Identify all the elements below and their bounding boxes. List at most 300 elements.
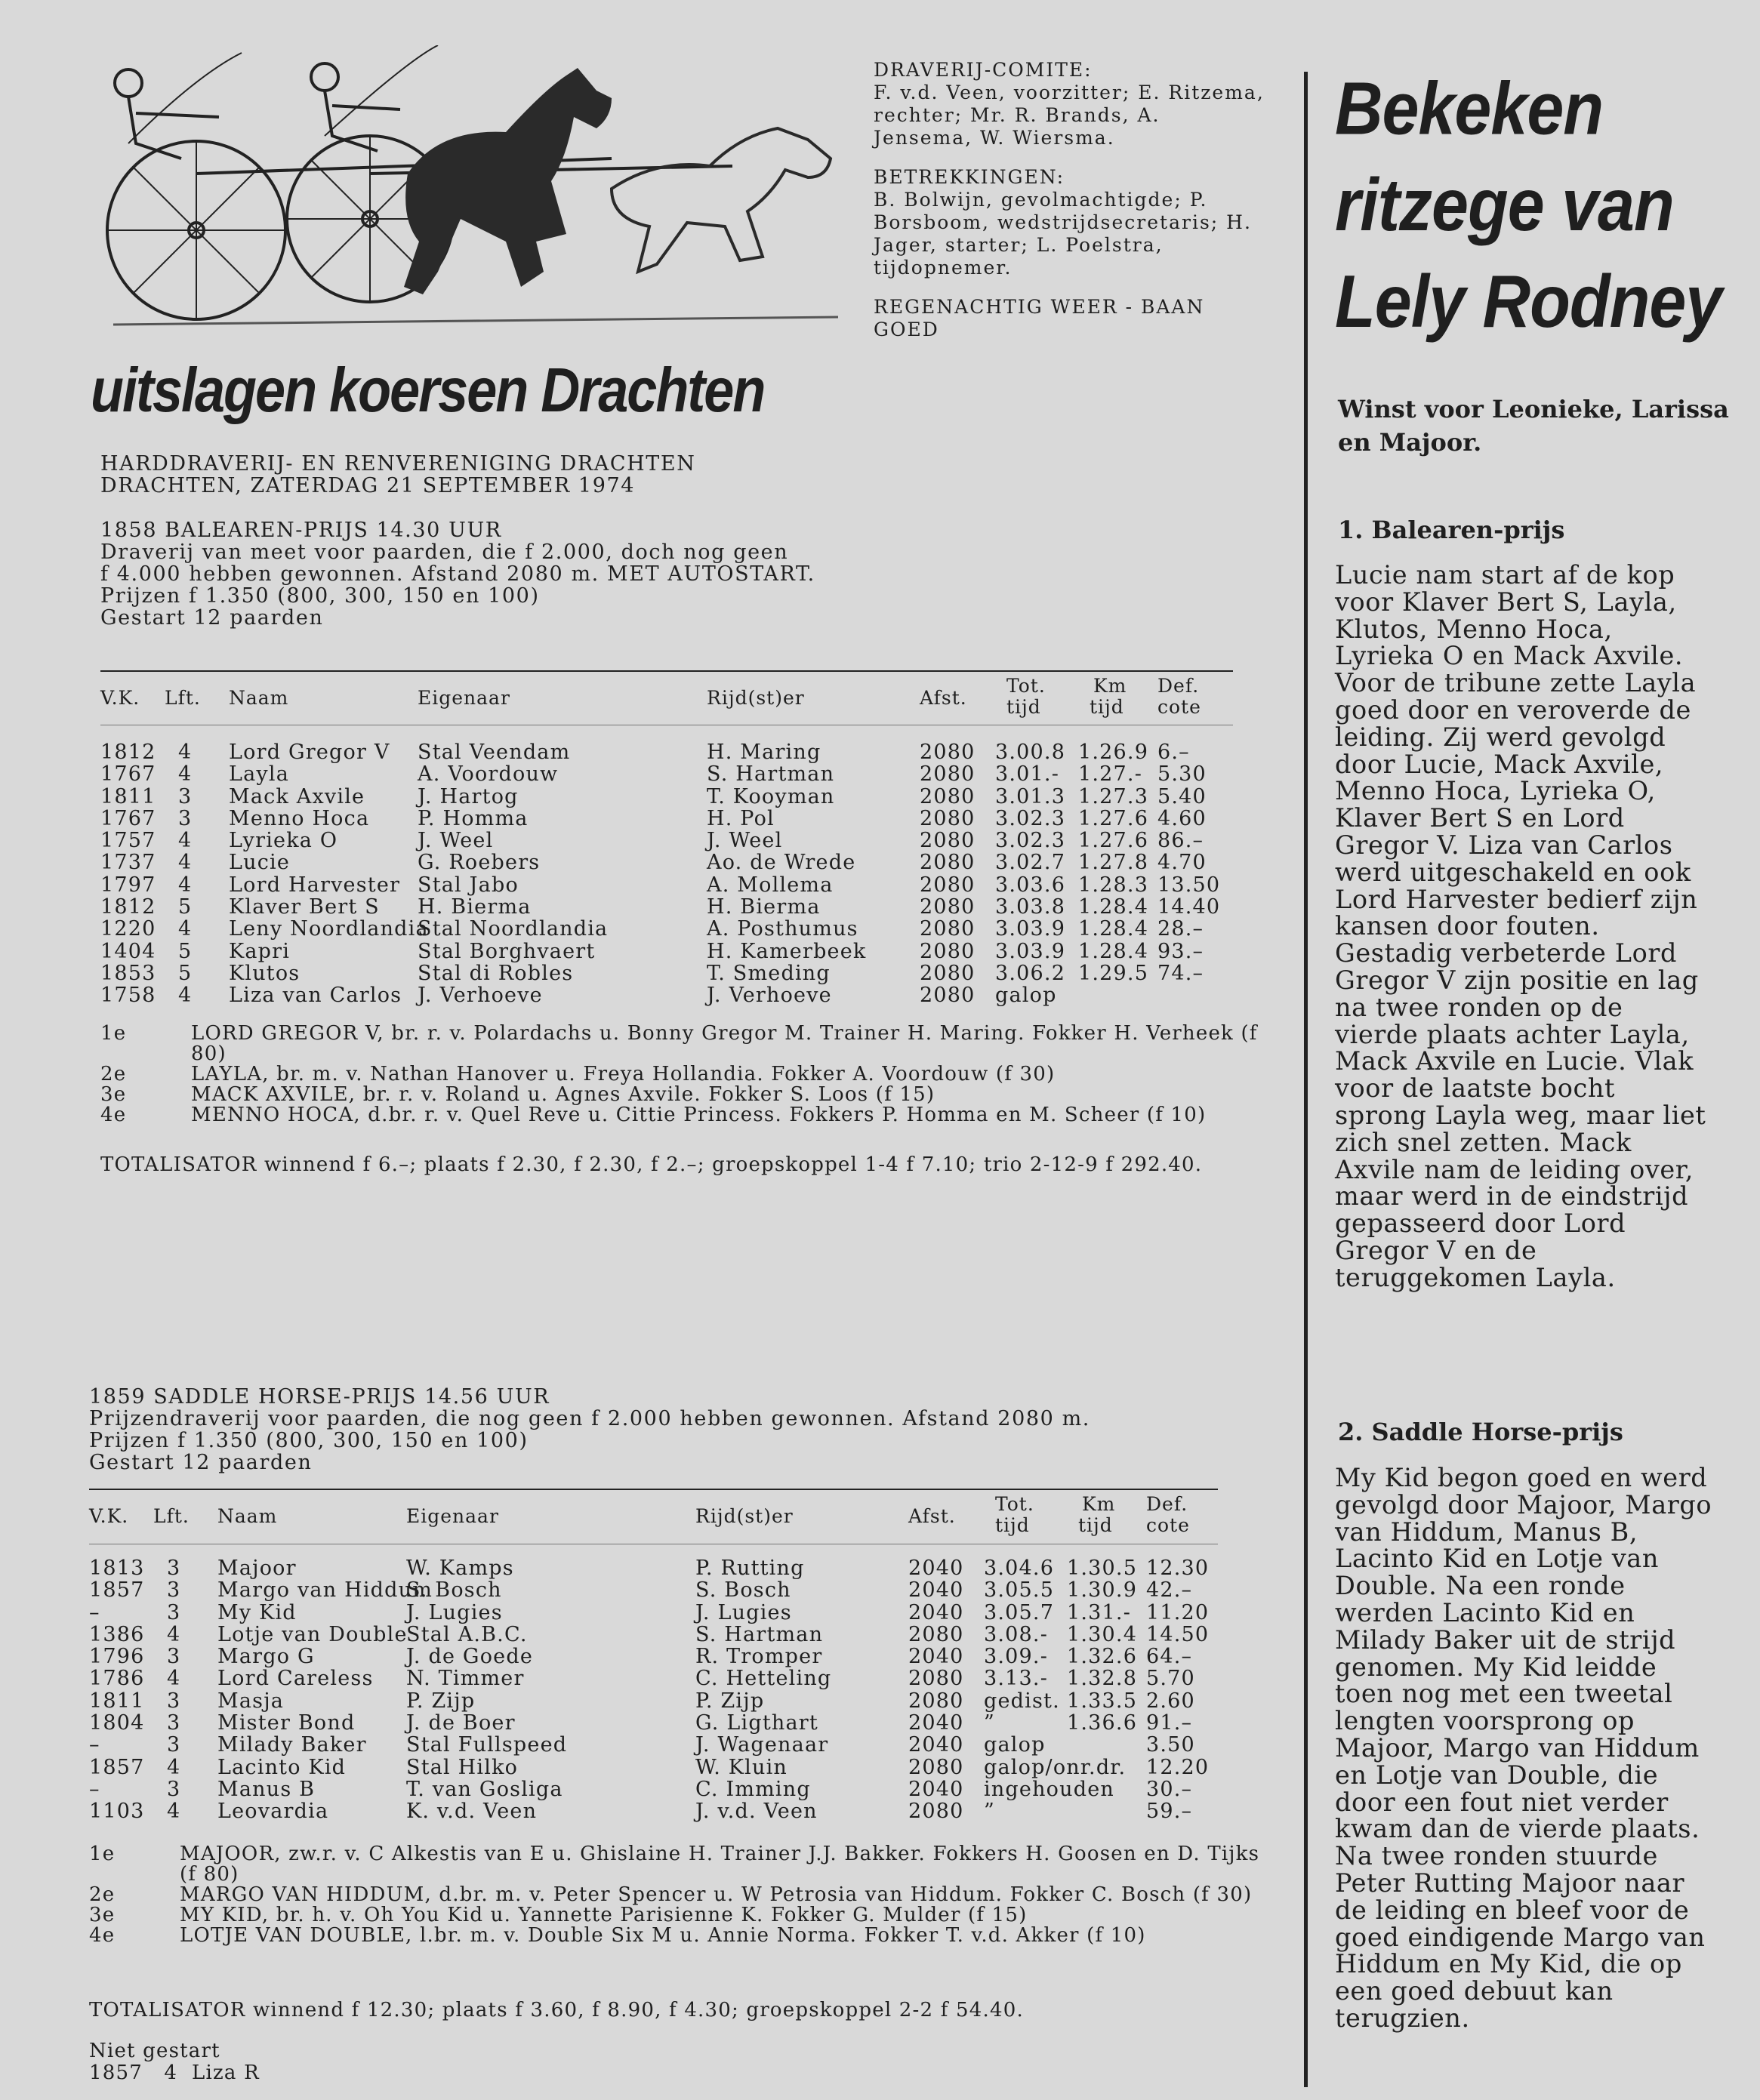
table-row bbox=[100, 851, 1233, 873]
placing-rank: 1e bbox=[89, 1843, 116, 1865]
table-cell: 86.– bbox=[1157, 829, 1204, 853]
placing-text: MARGO VAN HIDDUM, d.br. m. v. Peter Spencer u. W Petrosia van Hiddum. Fokker C. Bosch (f 30) bbox=[180, 1883, 1253, 1906]
table-cell: 1786 bbox=[89, 1667, 145, 1691]
table-cell: – bbox=[89, 1733, 100, 1757]
column-header-rijder: Rijd(st)er bbox=[695, 1505, 794, 1527]
table-cell: H. Maring bbox=[707, 741, 821, 764]
table-cell: 4 bbox=[178, 762, 193, 787]
table-cell: 93.– bbox=[1157, 939, 1204, 963]
table-cell: 4.60 bbox=[1157, 806, 1207, 830]
table-cell: Stal A.B.C. bbox=[406, 1622, 528, 1646]
table-cell: 1.27.6 bbox=[1078, 806, 1149, 830]
table-cell: 1758 bbox=[100, 984, 156, 1008]
table-row bbox=[89, 1800, 1222, 1822]
table-cell: P. Zijp bbox=[406, 1689, 476, 1713]
table-row bbox=[100, 763, 1233, 785]
table-cell: 1.28.4 bbox=[1078, 895, 1149, 919]
table-cell: My Kid bbox=[217, 1600, 297, 1624]
table-cell: ” bbox=[984, 1800, 996, 1824]
table-cell: 3.03.9 bbox=[995, 939, 1066, 963]
table-cell: 3.00.8 bbox=[995, 741, 1066, 764]
table-cell: 11.20 bbox=[1146, 1600, 1210, 1624]
race1-desc: Draverij van meet voor paarden, die f 2.000, doch nog geen bbox=[100, 540, 789, 564]
column-header-lft: Lft. bbox=[153, 1505, 190, 1527]
race1-totalisator: TOTALISATOR winnend f 6.–; plaats f 2.30, f 2.30, f 2.–; groepskoppel 1-4 f 7.10; trio 2-12-9 f 292.40. bbox=[100, 1153, 1203, 1176]
table-cell: 1812 bbox=[100, 741, 156, 764]
table-cell: 2080 bbox=[920, 984, 976, 1008]
table-cell: 1.30.4 bbox=[1067, 1622, 1138, 1646]
table-cell: Mack Axvile bbox=[229, 784, 365, 808]
table-cell: 2080 bbox=[920, 762, 976, 787]
table-cell: 2.60 bbox=[1146, 1689, 1195, 1713]
table-cell: 14.40 bbox=[1157, 895, 1221, 919]
table-cell: ” bbox=[984, 1711, 996, 1735]
table-cell: 1812 bbox=[100, 895, 156, 919]
table-cell: 5 bbox=[178, 961, 193, 985]
table-cell: Margo van Hiddum bbox=[217, 1578, 433, 1603]
table-cell: 3.05.5 bbox=[984, 1578, 1055, 1603]
race2-placings bbox=[89, 1844, 1267, 1946]
table-cell: 1811 bbox=[89, 1689, 145, 1713]
table-row bbox=[89, 1579, 1222, 1601]
race2-title: 1859 SADDLE HORSE-PRIJS 14.56 UUR bbox=[89, 1385, 550, 1409]
table-cell: 3 bbox=[167, 1689, 181, 1713]
table-cell: 1.29.5 bbox=[1078, 961, 1149, 985]
table-cell: 3.05.7 bbox=[984, 1600, 1055, 1624]
column-header-lft: Lft. bbox=[165, 687, 201, 709]
table-cell: Lord Harvester bbox=[229, 873, 401, 897]
weather-text: REGENACHTIG WEER - BAAN GOED bbox=[874, 296, 1205, 340]
table-cell: 1.30.5 bbox=[1067, 1557, 1138, 1580]
race2-header bbox=[89, 1386, 1090, 1473]
table-cell: J. Verhoeve bbox=[707, 984, 832, 1008]
table-cell: 3 bbox=[178, 806, 193, 830]
placing-rank: 3e bbox=[100, 1083, 127, 1106]
table-cell: 2080 bbox=[920, 829, 976, 853]
table-cell: 3 bbox=[167, 1711, 181, 1735]
table-cell: 4 bbox=[167, 1800, 181, 1824]
table-cell: 3.09.- bbox=[984, 1645, 1049, 1669]
section1-title: 1. Balearen-prijs bbox=[1338, 516, 1565, 544]
table-cell: 1.36.6 bbox=[1067, 1711, 1138, 1735]
table-row bbox=[100, 918, 1233, 940]
table-cell: 1.32.8 bbox=[1067, 1667, 1138, 1691]
table-cell: 2040 bbox=[908, 1557, 964, 1580]
table-cell: 2080 bbox=[920, 917, 976, 941]
table-cell: W. Kamps bbox=[406, 1557, 514, 1580]
table-cell: Kapri bbox=[229, 939, 291, 963]
table-row bbox=[89, 1667, 1222, 1689]
column-header-tijd: tijd bbox=[995, 1514, 1030, 1536]
table-cell: 2080 bbox=[920, 895, 976, 919]
table-cell: 2040 bbox=[908, 1578, 964, 1603]
race2-results-table bbox=[89, 1557, 1222, 1823]
table-cell: 3.04.6 bbox=[984, 1557, 1055, 1580]
table-cell: S. Hartman bbox=[695, 1622, 824, 1646]
table-cell: A. Posthumus bbox=[707, 917, 858, 941]
table-cell: 2040 bbox=[908, 1711, 964, 1735]
table-cell: Stal di Robles bbox=[418, 961, 574, 985]
table-cell: 5.40 bbox=[1157, 784, 1207, 808]
table-cell: A. Mollema bbox=[707, 873, 834, 897]
column-divider bbox=[1304, 72, 1308, 2087]
table-cell: 3 bbox=[167, 1557, 181, 1580]
table-cell: Margo G bbox=[217, 1645, 315, 1669]
table-cell: 1796 bbox=[89, 1645, 145, 1669]
section2-text: My Kid begon goed en werd gevolgd door Majoor, Margo van Hiddum, Manus B, Lacinto Kid en Lotje van Double. Na een ronde werden Lacinto Kid en Milady Baker uit de strijd genomen. My Kid leidde toen nog met een tweetal lengten voorsprong op Majoor, Margo van Hiddum en Lotje van Double, die door een fout niet verder kwam dan de vierde plaats. Na twee ronden stuurde Peter Rutting Majoor naar de leiding en bleef voor de goed eindigende Margo van Hiddum en My Kid, die op een goed debuut kan terugzien. bbox=[1335, 1463, 1712, 2033]
table-cell: Milady Baker bbox=[217, 1733, 367, 1757]
table-cell: W. Kluin bbox=[695, 1755, 788, 1779]
table-row bbox=[100, 984, 1233, 1006]
table-cell: 4 bbox=[178, 829, 193, 853]
column-header-eigenaar: Eigenaar bbox=[406, 1505, 499, 1527]
table-cell: 1386 bbox=[89, 1622, 145, 1646]
table-cell: 5.30 bbox=[1157, 762, 1207, 787]
placing-entry bbox=[100, 1105, 1278, 1125]
table-cell: 30.– bbox=[1146, 1777, 1193, 1801]
table-cell: 4 bbox=[178, 851, 193, 875]
table-cell: 3 bbox=[167, 1578, 181, 1603]
placing-text: MACK AXVILE, br. r. v. Roland u. Agnes Axvile. Fokker S. Loos (f 15) bbox=[191, 1083, 935, 1106]
table-cell: ingehouden bbox=[984, 1777, 1114, 1801]
race1-desc: Prijzen f 1.350 (800, 300, 150 en 100) bbox=[100, 584, 540, 608]
table-cell: 1797 bbox=[100, 873, 156, 897]
table-cell: 2080 bbox=[908, 1689, 964, 1713]
table-cell: A. Voordouw bbox=[418, 762, 559, 787]
table-cell: 2080 bbox=[920, 939, 976, 963]
table-cell: galop bbox=[995, 984, 1057, 1008]
table-cell: Stal Noordlandia bbox=[418, 917, 609, 941]
table-cell: 1.33.5 bbox=[1067, 1689, 1138, 1713]
column-header-km: Km bbox=[1093, 675, 1127, 697]
table-cell: J. de Boer bbox=[406, 1711, 516, 1735]
table-cell: 1757 bbox=[100, 829, 156, 853]
placing-text: LOTJE VAN DOUBLE, l.br. m. v. Double Six M u. Annie Norma. Fokker T. v.d. Akker (f 10) bbox=[180, 1924, 1146, 1947]
table-row bbox=[100, 874, 1233, 896]
column-header-vk: V.K. bbox=[100, 687, 140, 709]
table-cell: 1220 bbox=[100, 917, 156, 941]
table-row bbox=[100, 962, 1233, 984]
placing-rank: 4e bbox=[100, 1104, 127, 1126]
table-cell: 4 bbox=[167, 1755, 181, 1779]
table-row bbox=[89, 1557, 1222, 1579]
table-cell: 2040 bbox=[908, 1777, 964, 1801]
table-cell: Liza van Carlos bbox=[229, 984, 402, 1008]
table-cell: J. Hartog bbox=[418, 784, 519, 808]
placing-entry bbox=[89, 1844, 1267, 1885]
table-row bbox=[100, 941, 1233, 962]
placing-text: LAYLA, br. m. v. Nathan Hanover u. Freya Hollandia. Fokker A. Voordouw (f 30) bbox=[191, 1063, 1056, 1085]
table-cell: P. Rutting bbox=[695, 1557, 805, 1580]
table-cell: 59.– bbox=[1146, 1800, 1193, 1824]
table-cell: T. Smeding bbox=[707, 961, 831, 985]
table-cell: C. Imming bbox=[695, 1777, 811, 1801]
table-cell: Leovardia bbox=[217, 1800, 329, 1824]
table-cell: Stal Fullspeed bbox=[406, 1733, 568, 1757]
race1-title: 1858 BALEAREN-PRIJS 14.30 UUR bbox=[100, 519, 502, 542]
table-cell: 5 bbox=[178, 939, 193, 963]
table-cell: J. Weel bbox=[707, 829, 783, 853]
table-cell: 3 bbox=[178, 784, 193, 808]
table-cell: Leny Noordlandia bbox=[229, 917, 429, 941]
placing-entry bbox=[89, 1905, 1267, 1926]
column-header-rijder: Rijd(st)er bbox=[707, 687, 805, 709]
table-cell: J. Verhoeve bbox=[418, 984, 543, 1008]
table-row bbox=[89, 1734, 1222, 1756]
table-cell: N. Timmer bbox=[406, 1667, 525, 1691]
table-cell: J. Weel bbox=[418, 829, 494, 853]
column-header-vk: V.K. bbox=[89, 1505, 129, 1527]
placing-rank: 2e bbox=[89, 1883, 116, 1906]
table-cell: 3.01.- bbox=[995, 762, 1060, 787]
table-cell: 2080 bbox=[920, 741, 976, 764]
table-cell: 3 bbox=[167, 1645, 181, 1669]
table-cell: Lacinto Kid bbox=[217, 1755, 347, 1779]
table-row bbox=[89, 1778, 1222, 1800]
table-cell: 14.50 bbox=[1146, 1622, 1210, 1646]
column-header-cote: cote bbox=[1157, 696, 1201, 718]
table-cell: R. Tromper bbox=[695, 1645, 823, 1669]
table-cell: Lucie bbox=[229, 851, 291, 875]
placing-entry bbox=[100, 1085, 1278, 1105]
race1-desc: Gestart 12 paarden bbox=[100, 606, 324, 630]
table-cell: 2080 bbox=[920, 806, 976, 830]
table-cell: P. Zijp bbox=[695, 1689, 765, 1713]
column-header-km: Km bbox=[1082, 1493, 1116, 1515]
table-cell: 3.01.3 bbox=[995, 784, 1066, 808]
table-cell: 3.02.3 bbox=[995, 806, 1066, 830]
table-cell: J. Lugies bbox=[695, 1600, 792, 1624]
race1-desc: f 4.000 hebben gewonnen. Afstand 2080 m. MET AUTOSTART. bbox=[100, 562, 815, 586]
table-row bbox=[89, 1757, 1222, 1778]
table-cell: 2080 bbox=[920, 873, 976, 897]
page-title: uitslagen koersen Drachten bbox=[91, 356, 765, 426]
table-cell: 1804 bbox=[89, 1711, 145, 1735]
table-cell: 1103 bbox=[89, 1800, 145, 1824]
table-cell: 3.50 bbox=[1146, 1733, 1195, 1757]
table-cell: 2040 bbox=[908, 1600, 964, 1624]
meeting-line-2: DRACHTEN, ZATERDAG 21 SEPTEMBER 1974 bbox=[100, 474, 636, 497]
table-cell: Lotje van Double bbox=[217, 1622, 408, 1646]
table-cell: 1404 bbox=[100, 939, 156, 963]
table-cell: 2080 bbox=[920, 784, 976, 808]
table-cell: 2040 bbox=[908, 1645, 964, 1669]
table-cell: K. v.d. Veen bbox=[406, 1800, 538, 1824]
table-cell: 1.26.9 bbox=[1078, 741, 1149, 764]
table-cell: 4 bbox=[167, 1667, 181, 1691]
table-cell: Stal Hilko bbox=[406, 1755, 519, 1779]
table-row bbox=[100, 741, 1233, 763]
placing-rank: 4e bbox=[89, 1924, 116, 1947]
table-cell: galop/onr.dr. bbox=[984, 1755, 1127, 1779]
table-cell: G. Roebers bbox=[418, 851, 541, 875]
table-cell: 5 bbox=[178, 895, 193, 919]
table-cell: 74.– bbox=[1157, 961, 1204, 985]
table-cell: 1857 bbox=[89, 1755, 145, 1779]
table-cell: 3.03.9 bbox=[995, 917, 1066, 941]
column-header-kmtijd: tijd bbox=[1090, 696, 1124, 718]
column-header-naam: Naam bbox=[229, 687, 289, 709]
table-cell: 42.– bbox=[1146, 1578, 1193, 1603]
table-cell: J. v.d. Veen bbox=[695, 1800, 818, 1824]
table-cell: Klaver Bert S bbox=[229, 895, 380, 919]
race2-desc: Prijzendraverij voor paarden, die nog geen f 2.000 hebben gewonnen. Afstand 2080 m. bbox=[89, 1407, 1090, 1430]
table-cell: gedist. bbox=[984, 1689, 1060, 1713]
committee-info bbox=[874, 59, 1266, 358]
table-cell: H. Bierma bbox=[418, 895, 532, 919]
table-cell: 13.50 bbox=[1157, 873, 1221, 897]
table-cell: Majoor bbox=[217, 1557, 297, 1580]
sidebar-subhead: Winst voor Leonieke, Larissa en Majoor. bbox=[1338, 395, 1729, 457]
table-cell: S. Bosch bbox=[695, 1578, 791, 1603]
table-cell: S. Hartman bbox=[707, 762, 835, 787]
section1-text: Lucie nam start af de kop voor Klaver Bert S, Layla, Klutos, Menno Hoca, Lyrieka O en Mack Axvile. Voor de tribune zette Layla goed door en veroverde de leiding. Zij werd gevolgd door Lucie, Mack Axvile, Menno Hoca, Lyrieka O, Klaver Bert S en Lord Gregor V. Liza van Carlos werd uitgeschakeld en ook Lord Harvester bedierf zijn kansen door fouten. Gestadig verbeterde Lord Gregor V zijn positie en lag na twee ronden op de vierde plaats achter Layla, Mack Axvile en Lucie. Vlak voor de laatste bocht sprong Layla weg, maar liet zich snel zetten. Mack Axvile nam de leiding over, maar werd in de eindstrijd gepasseerd door Lord Gregor V en de teruggekomen Layla. bbox=[1335, 560, 1706, 1292]
table-cell: Stal Borghvaert bbox=[418, 939, 596, 963]
table-cell: 1.31.- bbox=[1067, 1600, 1132, 1624]
table-cell: 4 bbox=[178, 873, 193, 897]
table-cell: Stal Jabo bbox=[418, 873, 519, 897]
table-row bbox=[89, 1712, 1222, 1734]
table-cell: 3.08.- bbox=[984, 1622, 1049, 1646]
table-cell: J. Wagenaar bbox=[695, 1733, 829, 1757]
table-row bbox=[89, 1624, 1222, 1646]
race2-totalisator: TOTALISATOR winnend f 12.30; plaats f 3.60, f 8.90, f 4.30; groepskoppel 2-2 f 54.40. bbox=[89, 1999, 1024, 2021]
table-cell: 1811 bbox=[100, 784, 156, 808]
table-cell: Layla bbox=[229, 762, 290, 787]
table-cell: 1.28.4 bbox=[1078, 939, 1149, 963]
column-header-tot: Tot. bbox=[995, 1493, 1034, 1515]
column-header-kmtijd: tijd bbox=[1078, 1514, 1113, 1536]
table-cell: 12.30 bbox=[1146, 1557, 1210, 1580]
meeting-header bbox=[100, 453, 695, 497]
table-cell: 3.03.8 bbox=[995, 895, 1066, 919]
table-cell: J. Lugies bbox=[406, 1600, 503, 1624]
column-header-naam: Naam bbox=[217, 1505, 278, 1527]
table-cell: Lord Careless bbox=[217, 1667, 374, 1691]
race2-desc: Gestart 12 paarden bbox=[89, 1451, 313, 1474]
betrekkingen-text: BETREKKINGEN: B. Bolwijn, gevolmachtigde; P. Borsboom, wedstrijdsecretaris; H. Jager, starter; L. Poelstra, tijdopnemer. bbox=[874, 166, 1252, 279]
table-cell: 4 bbox=[178, 741, 193, 764]
race1-placings bbox=[100, 1024, 1278, 1125]
table-cell: 4 bbox=[178, 917, 193, 941]
table-row bbox=[89, 1646, 1222, 1667]
table-cell: 1.28.4 bbox=[1078, 917, 1149, 941]
table-cell: Menno Hoca bbox=[229, 806, 370, 830]
table-cell: 1.27.3 bbox=[1078, 784, 1149, 808]
column-header-def: Def. bbox=[1146, 1493, 1188, 1515]
table-cell: 3 bbox=[167, 1733, 181, 1757]
table-cell: Klutos bbox=[229, 961, 301, 985]
placing-entry bbox=[100, 1064, 1278, 1085]
table-cell: 1857 bbox=[89, 1578, 145, 1603]
table-cell: 1.27.- bbox=[1078, 762, 1143, 787]
meeting-line-1: HARDDRAVERIJ- EN RENVERENIGING DRACHTEN bbox=[100, 452, 696, 476]
placing-entry bbox=[89, 1885, 1267, 1905]
table-cell: 2040 bbox=[908, 1733, 964, 1757]
placing-rank: 1e bbox=[100, 1022, 127, 1045]
table-cell: 3.02.3 bbox=[995, 829, 1066, 853]
table-cell: Manus B bbox=[217, 1777, 316, 1801]
table-cell: G. Ligthart bbox=[695, 1711, 818, 1735]
column-header-afst: Afst. bbox=[908, 1505, 956, 1527]
table-cell: 91.– bbox=[1146, 1711, 1193, 1735]
table-row bbox=[100, 896, 1233, 918]
table-row bbox=[89, 1690, 1222, 1712]
placing-entry bbox=[100, 1024, 1278, 1064]
table-cell: Masja bbox=[217, 1689, 285, 1713]
table-cell: 1767 bbox=[100, 762, 156, 787]
table-cell: 1737 bbox=[100, 851, 156, 875]
table-cell: 2080 bbox=[920, 851, 976, 875]
table-row bbox=[89, 1602, 1222, 1624]
niet-gestart-label: Niet gestart bbox=[89, 2040, 220, 2062]
table-cell: 3.03.6 bbox=[995, 873, 1066, 897]
table-rule bbox=[100, 670, 1233, 672]
table-cell: 2080 bbox=[920, 961, 976, 985]
table-cell: 3.02.7 bbox=[995, 851, 1066, 875]
table-cell: 2080 bbox=[908, 1667, 964, 1691]
column-header-eigenaar: Eigenaar bbox=[418, 687, 510, 709]
table-cell: H. Kamerbeek bbox=[707, 939, 867, 963]
table-cell: 1853 bbox=[100, 961, 156, 985]
table-cell: 2080 bbox=[908, 1622, 964, 1646]
table-cell: T. Kooyman bbox=[707, 784, 835, 808]
table-cell: 1.28.3 bbox=[1078, 873, 1149, 897]
table-rule bbox=[89, 1489, 1218, 1490]
table-row bbox=[100, 786, 1233, 808]
placing-entry bbox=[89, 1926, 1267, 1946]
table-row bbox=[100, 830, 1233, 851]
table-cell: Mister Bond bbox=[217, 1711, 356, 1735]
table-cell: – bbox=[89, 1777, 100, 1801]
table-cell: J. de Goede bbox=[406, 1645, 534, 1669]
sidebar-headline: Bekeken ritzege van Lely Rodney bbox=[1335, 66, 1722, 343]
race2-desc: Prijzen f 1.350 (800, 300, 150 en 100) bbox=[89, 1429, 529, 1452]
placing-rank: 2e bbox=[100, 1063, 127, 1085]
table-cell: – bbox=[89, 1600, 100, 1624]
placing-text: MAJOOR, zw.r. v. C Alkestis van E u. Ghislaine H. Trainer J.J. Bakker. Fokkers H. Goosen en D. Tijks (f 80) bbox=[180, 1843, 1260, 1886]
table-cell: H. Pol bbox=[707, 806, 775, 830]
table-cell: C. Hetteling bbox=[695, 1667, 832, 1691]
placing-rank: 3e bbox=[89, 1904, 116, 1926]
table-cell: T. van Gosliga bbox=[406, 1777, 563, 1801]
harness-racing-illustration bbox=[83, 45, 846, 332]
column-header-def: Def. bbox=[1157, 675, 1200, 697]
table-cell: 3 bbox=[167, 1777, 181, 1801]
table-cell: 1813 bbox=[89, 1557, 145, 1580]
table-cell: galop bbox=[984, 1733, 1046, 1757]
table-cell: 12.20 bbox=[1146, 1755, 1210, 1779]
table-cell: Stal Veendam bbox=[418, 741, 571, 764]
table-cell: 1767 bbox=[100, 806, 156, 830]
table-cell: 2080 bbox=[908, 1755, 964, 1779]
table-cell: Lyrieka O bbox=[229, 829, 338, 853]
race1-header bbox=[100, 519, 815, 629]
table-cell: 64.– bbox=[1146, 1645, 1193, 1669]
table-cell: Ao. de Wrede bbox=[707, 851, 856, 875]
section2-title: 2. Saddle Horse-prijs bbox=[1338, 1418, 1623, 1446]
table-cell: 1.32.6 bbox=[1067, 1645, 1138, 1669]
column-header-cote: cote bbox=[1146, 1514, 1190, 1536]
table-cell: 1.30.9 bbox=[1067, 1578, 1138, 1603]
comite-text: DRAVERIJ-COMITE: F. v.d. Veen, voorzitter; E. Ritzema, rechter; Mr. R. Brands, A. Jensema, W. Wiersma. bbox=[874, 59, 1265, 149]
table-cell: Lord Gregor V bbox=[229, 741, 390, 764]
placing-text: MENNO HOCA, d.br. r. v. Quel Reve u. Cittie Princess. Fokkers P. Homma en M. Scheer (f 10) bbox=[191, 1104, 1207, 1126]
table-cell: 3 bbox=[167, 1600, 181, 1624]
table-cell: S. Bosch bbox=[406, 1578, 502, 1603]
table-cell: 1.27.8 bbox=[1078, 851, 1149, 875]
column-header-tot: Tot. bbox=[1006, 675, 1046, 697]
